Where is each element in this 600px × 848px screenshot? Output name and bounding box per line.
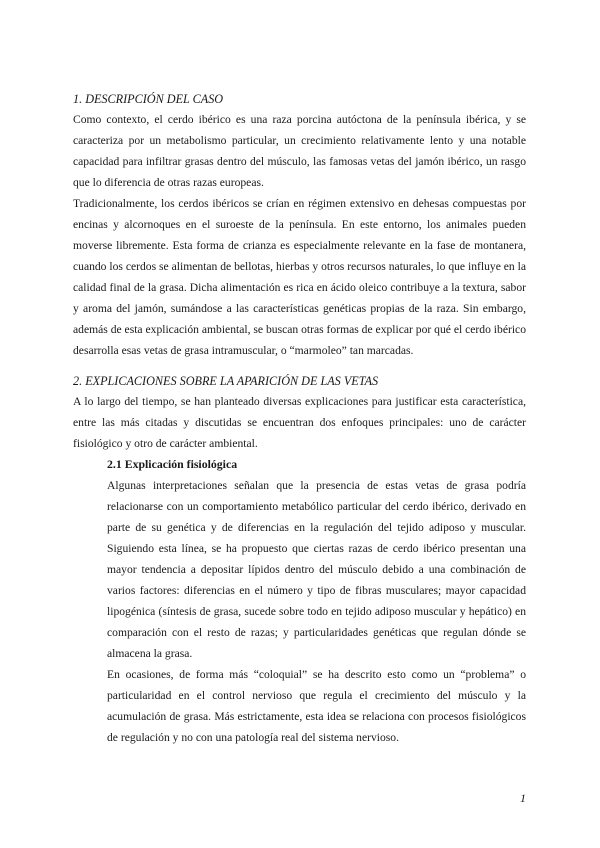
document-body [73, 89, 526, 748]
section-1-heading: 1. DESCRIPCIÓN DEL CASO [73, 92, 224, 106]
section-1-paragraph-1: Como contexto, el cerdo ibérico es una raza porcina autóctona de la península ibérica, y se caracteriza por un metabolismo particular, un crecimiento relativamente lento y una notable capacidad para infiltrar grasas dentro del músculo, las famosas vetas del jamón ibérico, un rasgo que lo diferencia de otras razas europeas. [73, 113, 526, 189]
subsection-2-1-paragraph-2: En ocasiones, de forma más “coloquial” se ha descrito esto como un “problema” o particularidad en el control nervioso que regula el crecimiento del músculo y la acumulación de grasa. Más estrictamente, esta idea se relaciona con procesos fisiológicos de regulación y no con una patología real del sistema nervioso. [107, 668, 526, 744]
section-2-heading: 2. EXPLICACIONES SOBRE LA APARICIÓN DE LAS VETAS [73, 374, 379, 388]
section-2-intro: A lo largo del tiempo, se han planteado diversas explicaciones para justificar esta característica, entre las más citadas y discutidas se encuentran dos enfoques principales: uno de carácter fisiológico y otro de carácter ambiental. [73, 395, 526, 450]
subsection-2-1-paragraph-1: Algunas interpretaciones señalan que la presencia de estas vetas de grasa podría relacionarse con un comportamiento metabólico particular del cerdo ibérico, derivado en parte de su genética y de diferencias en la regulación del tejido adiposo y muscular. Siguiendo esta línea, se ha propuesto que ciertas razas de cerdo ibérico presentan una mayor tendencia a depositar lípidos dentro del músculo debido a una combinación de varios factores: diferencias en el número y tipo de fibras musculares; mayor capacidad lipogénica (síntesis de grasa, sucede sobre todo en tejido adiposo muscular y hepático) en comparación con el resto de razas; y particularidades genéticas que regulan dónde se almacena la grasa. [107, 479, 526, 660]
page-number: 1 [520, 791, 526, 805]
section-1-paragraph-2: Tradicionalmente, los cerdos ibéricos se crían en régimen extensivo en dehesas compuestas por encinas y alcornoques en el suroeste de la península. En este entorno, los animales pueden moverse libremente. Esta forma de crianza es especialmente relevante en la fase de montanera, cuando los cerdos se alimentan de bellotas, hierbas y otros recursos naturales, lo que influye en la calidad final de la grasa. Dicha alimentación es rica en ácido oleico contribuye a la textura, sabor y aroma del jamón, sumándose a las características genéticas propias de la raza. Sin embargo, además de esta explicación ambiental, se buscan otras formas de explicar por qué el cerdo ibérico desarrolla esas vetas de grasa intramuscular, o “marmoleo” tan marcadas. [73, 197, 526, 357]
subsection-2-1-heading: 2.1 Explicación fisiológica [107, 457, 238, 471]
